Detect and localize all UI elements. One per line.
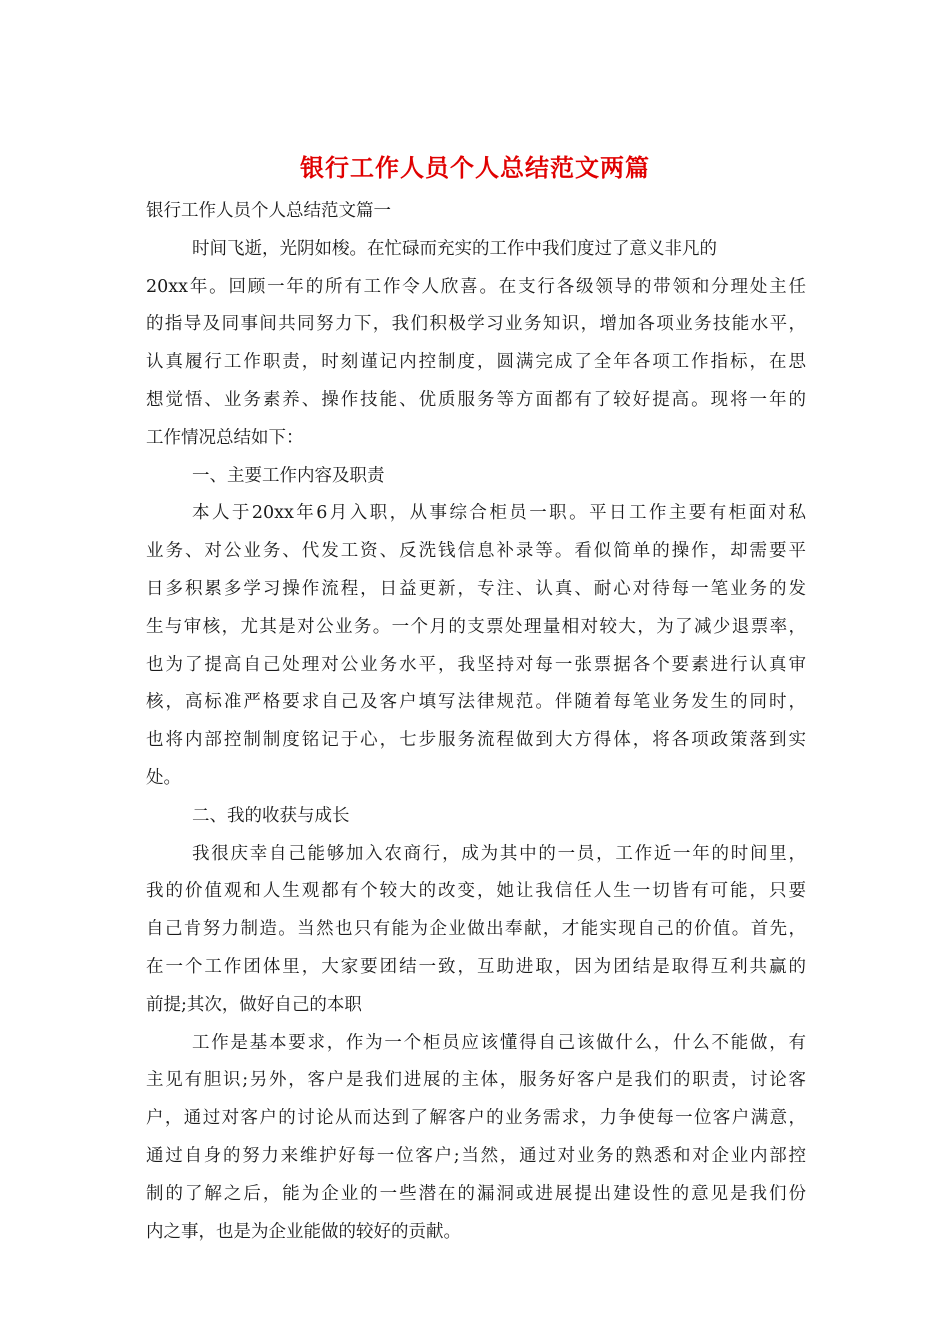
document-body: [146, 193, 806, 1251]
body-line: 一、主要工作内容及职责: [192, 465, 385, 486]
body-line: 内之事，也是为企业能做的较好的贡献。: [146, 1221, 461, 1242]
body-line: 通过自身的努力来维护好每一位客户;当然，通过对业务的熟悉和对企业内部控: [146, 1145, 806, 1166]
body-line: 自己肯努力制造。当然也只有能为企业做出奉献，才能实现自己的价值。首先，: [146, 919, 806, 940]
document-title: 银行工作人员个人总结范文两篇: [300, 153, 650, 182]
body-line: 二、我的收获与成长: [192, 805, 350, 826]
body-line: 核，高标准严格要求自己及客户填写法律规范。伴随着每笔业务发生的同时，: [146, 692, 806, 713]
body-line: 我的价值观和人生观都有个较大的改变，她让我信任人生一切皆有可能，只要: [146, 881, 806, 902]
body-line: 想觉悟、业务素养、操作技能、优质服务等方面都有了较好提高。现将一年的: [146, 389, 806, 410]
body-line: 生与审核，尤其是对公业务。一个月的支票处理量相对较大，为了减少退票率，: [146, 616, 806, 637]
body-line: 在一个工作团体里，大家要团结一致，互助进取，因为团结是取得互利共赢的: [146, 956, 806, 977]
body-line: 工作是基本要求，作为一个柜员应该懂得自己该做什么，什么不能做，有: [192, 1032, 806, 1053]
body-line: 业务、对公业务、代发工资、反洗钱信息补录等。看似简单的操作，却需要平: [146, 541, 806, 562]
body-line: 制的了解之后，能为企业的一些潜在的漏洞或进展提出建设性的意见是我们份: [146, 1183, 806, 1204]
body-line: 也为了提高自己处理对公业务水平，我坚持对每一张票据各个要素进行认真审: [146, 654, 806, 675]
body-line: 也将内部控制制度铭记于心，七步服务流程做到大方得体，将各项政策落到实: [146, 730, 806, 751]
body-line: 处。: [146, 767, 181, 788]
body-line: 本人于20xx年6月入职，从事综合柜员一职。平日工作主要有柜面对私: [192, 503, 806, 524]
body-line: 户，通过对客户的讨论从而达到了解客户的业务需求，力争使每一位客户满意，: [146, 1108, 806, 1129]
body-line: 银行工作人员个人总结范文篇一: [146, 201, 391, 221]
body-line: 20xx年。回顾一年的所有工作令人欣喜。在支行各级领导的带领和分理处主任: [146, 276, 806, 297]
body-line: 前提;其次，做好自己的本职: [146, 994, 362, 1015]
body-line: 的指导及同事间共同努力下，我们积极学习业务知识，增加各项业务技能水平，: [146, 314, 806, 335]
body-line: 主见有胆识;另外，客户是我们进展的主体，服务好客户是我们的职责，讨论客: [146, 1070, 806, 1091]
body-line: 时间飞逝，光阴如梭。在忙碌而充实的工作中我们度过了意义非凡的: [192, 238, 717, 259]
body-line: 我很庆幸自己能够加入农商行，成为其中的一员，工作近一年的时间里，: [192, 843, 806, 864]
body-line: 工作情况总结如下：: [146, 427, 304, 448]
body-line: 认真履行工作职责，时刻谨记内控制度，圆满完成了全年各项工作指标，在思: [146, 352, 806, 373]
body-line: 日多积累多学习操作流程，日益更新，专注、认真、耐心对待每一笔业务的发: [146, 578, 806, 599]
